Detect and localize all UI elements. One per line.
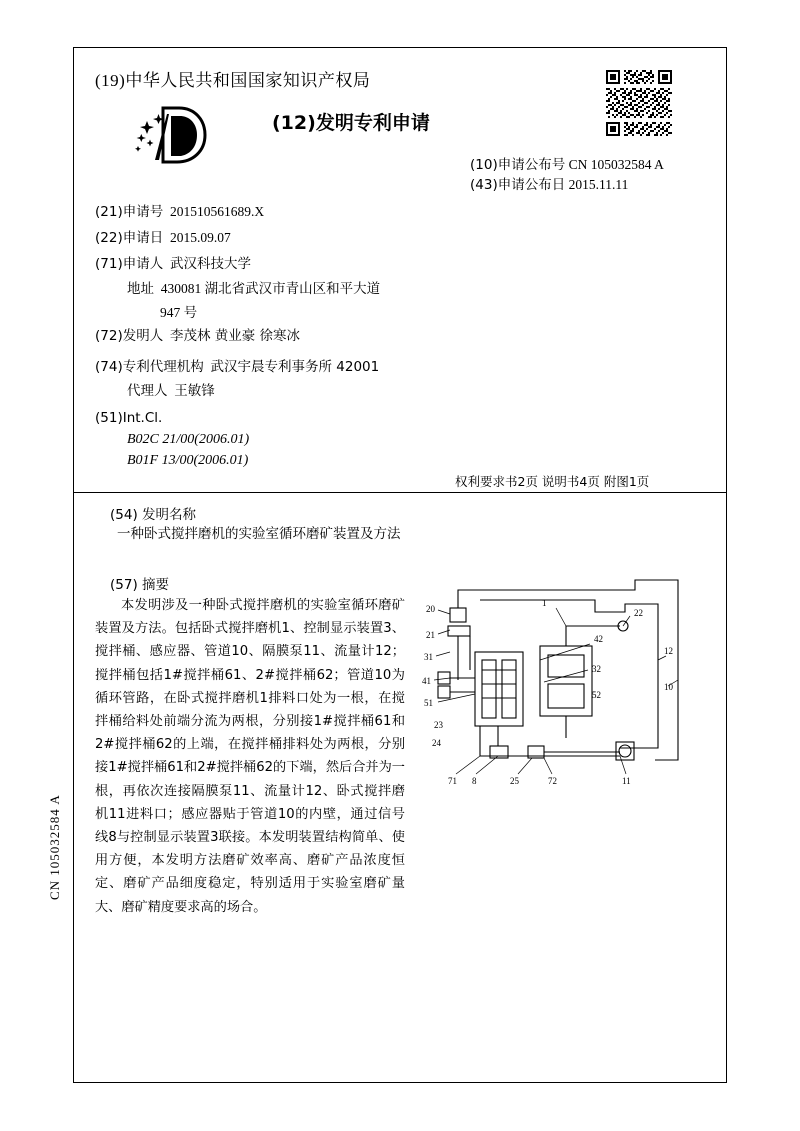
svg-text:10: 10	[664, 682, 673, 692]
svg-text:1: 1	[542, 598, 547, 608]
address-value-2: 947 号	[160, 305, 198, 320]
applicant-address-line-2	[160, 301, 197, 321]
invention-title-header	[110, 503, 196, 523]
svg-text:71: 71	[448, 776, 457, 786]
ipc-entry-2: B01F 13/00(2006.01)	[127, 453, 249, 468]
section-divider	[73, 492, 727, 493]
inventor-code: (72)	[95, 328, 123, 344]
applicant-label: 申请人	[122, 256, 164, 272]
agency-code: (74)	[95, 359, 123, 375]
invention-title-text: 一种卧式搅拌磨机的实验室循环磨矿装置及方法	[117, 526, 401, 542]
app-no-code: (21)	[95, 204, 123, 220]
svg-text:32: 32	[592, 664, 601, 674]
agent-label: 代理人	[127, 383, 168, 399]
svg-text:21: 21	[426, 630, 435, 640]
title-code: (54)	[110, 507, 138, 523]
abstract-label: 摘要	[142, 577, 170, 593]
abstract-text: 本发明涉及一种卧式搅拌磨机的实验室循环磨矿装置及方法。包括卧式搅拌磨机1、控制显示装置3、搅拌桶、感应器、管道10、隔膜泵11、流量计12；搅拌桶包括1#搅拌桶61、2#搅拌桶62；管道10为循环管路，在卧式搅拌磨机1排料口处为一根，在搅拌桶给料处前端分流为两根，分别接1#搅拌桶61和2#搅拌桶62的上端，在搅拌桶排料处为两根，分别接1#搅拌桶61和2#搅拌桶62的下端，然后合并为一根，再依次连接隔膜泵11、流量计12、卧式搅拌磨机11进料口；感应器贴于管道10的内壁，通过信号线8与控制显示装置3联接。本发明装置结构简单、使用方便，本发明方法磨矿效率高、磨矿产品浓度恒定、磨矿产品细度稳定，特别适用于实验室磨矿量大、磨矿精度要求高的场合。	[95, 598, 405, 915]
ipc-entry-1: B02C 21/00(2006.01)	[127, 432, 250, 447]
page-counts: 权利要求书2页 说明书4页 附图1页	[455, 474, 650, 489]
agent-value: 王敏锋	[174, 383, 215, 399]
svg-text:22: 22	[634, 608, 643, 618]
agency-label: 专利代理机构	[122, 359, 204, 375]
cnipa-logo-icon	[133, 104, 217, 166]
svg-text:31: 31	[424, 652, 433, 662]
title-label: 发明名称	[142, 507, 197, 523]
ipc-field	[95, 410, 162, 426]
svg-text:12: 12	[664, 646, 673, 656]
svg-text:52: 52	[592, 690, 601, 700]
svg-text:51: 51	[424, 698, 433, 708]
pubdate-label: 申请公布日	[497, 177, 566, 193]
qr-code-icon	[606, 70, 672, 136]
address-label: 地址	[127, 281, 154, 297]
application-date-field	[95, 226, 231, 246]
application-number-field	[95, 200, 264, 220]
applicant-field	[95, 252, 251, 272]
svg-text:25: 25	[510, 776, 519, 786]
app-date-label: 申请日	[122, 230, 164, 246]
svg-text:20: 20	[426, 604, 435, 614]
pubno-label: 申请公布号	[497, 157, 566, 173]
ipc-code: (51)	[95, 410, 123, 426]
patent-figure-diagram	[420, 560, 700, 810]
publication-number-line	[470, 153, 664, 173]
svg-text:11: 11	[622, 776, 631, 786]
code-12: (12)	[272, 112, 316, 134]
applicant-address-line-1	[127, 277, 380, 297]
svg-text:72: 72	[548, 776, 557, 786]
svg-text:24: 24	[432, 738, 441, 748]
office-line	[95, 66, 370, 91]
pubdate-value: 2015.11.11	[568, 177, 629, 192]
code-19: (19)	[95, 71, 126, 90]
agent-field	[127, 379, 215, 399]
applicant-value: 武汉科技大学	[169, 256, 251, 272]
inventor-value: 李茂林 黄业豪 徐寒冰	[169, 328, 301, 344]
svg-text:8: 8	[472, 776, 477, 786]
abstract-code: (57)	[110, 577, 138, 593]
app-date-value: 2015.09.07	[169, 230, 231, 245]
app-date-code: (22)	[95, 230, 123, 246]
app-no-value: 201510561689.X	[169, 204, 265, 219]
doc-type-title	[272, 108, 430, 135]
pubno-value: CN 105032584 A	[568, 157, 664, 172]
agency-value: 武汉宇晨专利事务所 42001	[210, 359, 380, 375]
publication-date-line	[470, 173, 628, 193]
svg-text:41: 41	[422, 676, 431, 686]
pubdate-code: (43)	[470, 177, 498, 193]
abstract-header	[110, 573, 169, 593]
pubno-code: (10)	[470, 157, 498, 173]
ipc-label: Int.Cl.	[122, 410, 163, 426]
side-publication-code: CN 105032584 A	[47, 794, 62, 900]
app-no-label: 申请号	[122, 204, 164, 220]
inventor-field	[95, 324, 300, 344]
inventor-label: 发明人	[122, 328, 164, 344]
svg-text:23: 23	[434, 720, 443, 730]
svg-text:42: 42	[594, 634, 603, 644]
agency-field	[95, 355, 379, 375]
doc-type-text: 发明专利申请	[315, 112, 430, 134]
applicant-code: (71)	[95, 256, 123, 272]
office-name: 中华人民共和国国家知识产权局	[125, 71, 371, 91]
address-value-1: 430081 湖北省武汉市青山区和平大道	[160, 281, 381, 296]
